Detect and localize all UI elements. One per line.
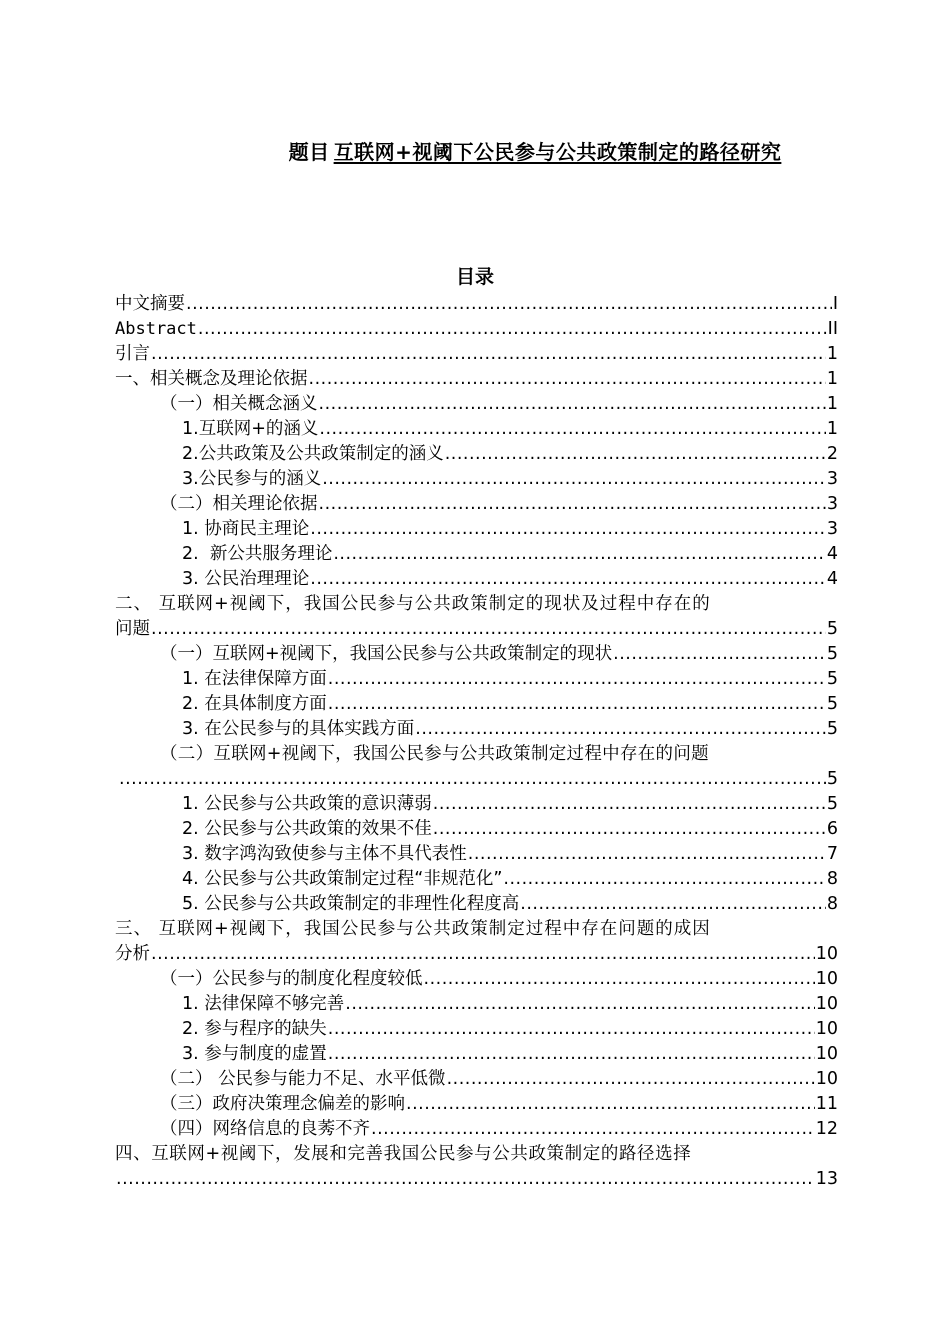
toc-entry-text: 1. 法律保障不够完善 [182,994,345,1014]
toc-entry-item[interactable] [115,542,838,567]
toc-entry-section-1-2[interactable] [115,492,838,517]
toc-entry-item[interactable] [115,692,838,717]
toc-page-number: 10 [815,994,838,1014]
toc-page-number: 10 [815,1019,838,1039]
toc-entry-text-line-1: 三、 互联网+视阈下，我国公民参与公共政策制定过程中存在问题的成因 [115,919,711,939]
toc-page-number: 11 [815,1094,838,1114]
toc-leader-dots [310,517,826,542]
toc-page-number: 10 [815,969,838,989]
toc-leader-dots [328,1042,815,1067]
toc-leader-dots [520,892,826,917]
toc-entry-text-line-1: 四、互联网+视阈下，发展和完善我国公民参与公共政策制定的路径选择 [115,1144,692,1164]
toc-page-number: 10 [815,944,838,964]
toc-page-number: 1 [826,419,838,439]
toc-entry-text: （一）互联网+视阈下，我国公民参与公共政策制定的现状 [160,644,613,664]
toc-leader-dots [328,1017,815,1042]
toc-entry-text: （二） 公民参与能力不足、水平低微 [160,1069,446,1089]
toc-entry-text: 3.公民参与的涵义 [182,469,322,489]
toc-leader-dots [319,492,826,517]
toc-page-number: 10 [815,1044,838,1064]
toc-page-number: 4 [826,569,838,589]
toc-leader-dots [319,417,825,442]
toc-page-number: 3 [826,519,838,539]
toc-entry-item[interactable] [115,842,838,867]
toc-leader-dots [198,317,827,342]
toc-entry-item[interactable] [115,867,838,892]
toc-entry-item[interactable] [115,717,838,742]
toc-leader-dots [309,367,826,392]
toc-page-number: 5 [826,694,838,714]
toc-entry-text-line-1: （二）互联网+视阈下，我国公民参与公共政策制定过程中存在的问题 [160,744,709,764]
title-text: 互联网+视阈下公民参与公共政策制定的路径研究 [333,140,782,164]
toc-entry-chapter-3[interactable] [115,917,838,967]
toc-entry-text: 3. 数字鸿沟致使参与主体不具代表性 [182,844,467,864]
toc-page-number: 5 [826,669,838,689]
toc-entry-item[interactable] [115,417,838,442]
toc-entry-text: 问题 [115,619,150,639]
toc-entry-text: （二）相关理论依据 [160,494,318,514]
toc-leader-dots [433,792,826,817]
toc-leader-dots [151,942,815,967]
toc-page-number: 5 [826,619,838,639]
toc-entry-introduction[interactable] [115,342,838,367]
toc-entry-section-2-2[interactable] [115,742,838,792]
toc-entry-text: 2. 公民参与公共政策的效果不佳 [182,819,432,839]
toc-page-number: I [832,294,838,314]
toc-page-number: 6 [826,819,838,839]
toc-leader-dots [116,1167,815,1192]
toc-entry-text: 1. 公民参与公共政策的意识薄弱 [182,794,432,814]
toc-entry-chapter-1[interactable] [115,367,838,392]
toc-leader-dots [445,442,826,467]
toc-entry-text: 1.互联网+的涵义 [182,419,319,439]
toc-entry-section-3-4[interactable] [115,1117,838,1142]
toc-entry-item[interactable] [115,467,838,492]
toc-leader-dots [333,542,826,567]
toc-leader-dots [328,692,826,717]
toc-entry-text: 2. 参与程序的缺失 [182,1019,327,1039]
toc-entry-section-3-2[interactable] [115,1067,838,1092]
toc-entry-item[interactable] [115,567,838,592]
toc-entry-abstract-cn[interactable] [115,292,838,317]
toc-page-number: 8 [826,894,838,914]
document-title [0,136,950,165]
toc-entry-text-line-1: 二、 互联网+视阈下，我国公民参与公共政策制定的现状及过程中存在的 [115,594,711,614]
toc-leader-dots [186,292,832,317]
toc-page-number: II [827,319,838,339]
toc-page-number: 8 [826,869,838,889]
toc-page-number: 12 [815,1119,838,1139]
toc-entry-item[interactable] [115,792,838,817]
toc-entry-text: 分析 [115,944,150,964]
toc-page-number: 1 [826,394,838,414]
toc-entry-section-2-1[interactable] [115,642,838,667]
toc-entry-text: 1. 协商民主理论 [182,519,310,539]
toc-entry-text: Abstract [115,319,197,339]
toc-leader-dots [468,842,826,867]
toc-entry-chapter-4[interactable] [115,1142,838,1192]
toc-entry-section-1-1[interactable] [115,392,838,417]
toc-leader-dots [424,967,815,992]
toc-entry-text: 2. 新公共服务理论 [182,544,333,564]
toc-entry-abstract-en[interactable] [115,317,838,342]
toc-entry-item[interactable] [115,442,838,467]
toc-leader-dots [151,617,826,642]
toc-leader-dots [503,867,825,892]
toc-page-number: 5 [826,794,838,814]
toc-entry-item[interactable] [115,992,838,1017]
toc-leader-dots [151,342,826,367]
toc-entry-text: 4. 公民参与公共政策制定过程“非规范化” [182,869,503,889]
toc-page-number: 1 [826,369,838,389]
toc-page-number: 13 [815,1169,838,1189]
toc-page-number: 7 [826,844,838,864]
toc-entry-item[interactable] [115,892,838,917]
toc-entry-chapter-2[interactable] [115,592,838,642]
toc-entry-text: 一、相关概念及理论依据 [115,369,308,389]
toc-heading: 目录 [455,266,494,288]
toc-entry-text: 3. 参与制度的虚置 [182,1044,327,1064]
toc-page-number: 3 [826,494,838,514]
table-of-contents [115,292,838,1192]
toc-leader-dots [613,642,826,667]
toc-leader-dots [433,817,826,842]
toc-leader-dots [119,767,826,792]
toc-entry-item[interactable] [115,517,838,542]
toc-page-number: 4 [826,544,838,564]
toc-leader-dots [447,1067,815,1092]
toc-entry-text: 3. 公民治理理论 [182,569,310,589]
toc-entry-item[interactable] [115,667,838,692]
toc-page-number: 5 [826,644,838,664]
toc-leader-dots [345,992,814,1017]
toc-entry-item[interactable] [115,1017,838,1042]
toc-leader-dots [310,567,826,592]
toc-page-number: 1 [826,344,838,364]
toc-entry-text: 2.公共政策及公共政策制定的涵义 [182,444,444,464]
toc-entry-text: 2. 在具体制度方面 [182,694,327,714]
toc-entry-text: 1. 在法律保障方面 [182,669,327,689]
toc-entry-text: 3. 在公民参与的具体实践方面 [182,719,415,739]
toc-page-number: 5 [826,769,838,789]
toc-entry-text: （一）相关概念涵义 [160,394,318,414]
toc-entry-text: 引言 [115,344,150,364]
toc-entry-text: （四）网络信息的良莠不齐 [160,1119,370,1139]
toc-page-number: 10 [815,1069,838,1089]
toc-entry-item[interactable] [115,1042,838,1067]
toc-leader-dots [319,392,826,417]
toc-entry-text: 中文摘要 [115,294,185,314]
toc-leader-dots [406,1092,815,1117]
toc-leader-dots [322,467,826,492]
toc-entry-section-3-3[interactable] [115,1092,838,1117]
toc-entry-text: （一）公民参与的制度化程度较低 [160,969,423,989]
toc-entry-text: 5. 公民参与公共政策制定的非理性化程度高 [182,894,520,914]
toc-page-number: 2 [826,444,838,464]
toc-leader-dots [415,717,826,742]
toc-entry-text: （三）政府决策理念偏差的影响 [160,1094,405,1114]
toc-leader-dots [328,667,826,692]
toc-entry-item[interactable] [115,817,838,842]
toc-page-number: 3 [826,469,838,489]
toc-page-number: 5 [826,719,838,739]
toc-entry-section-3-1[interactable] [115,967,838,992]
title-label: 题目 [288,140,330,164]
toc-leader-dots [371,1117,815,1142]
